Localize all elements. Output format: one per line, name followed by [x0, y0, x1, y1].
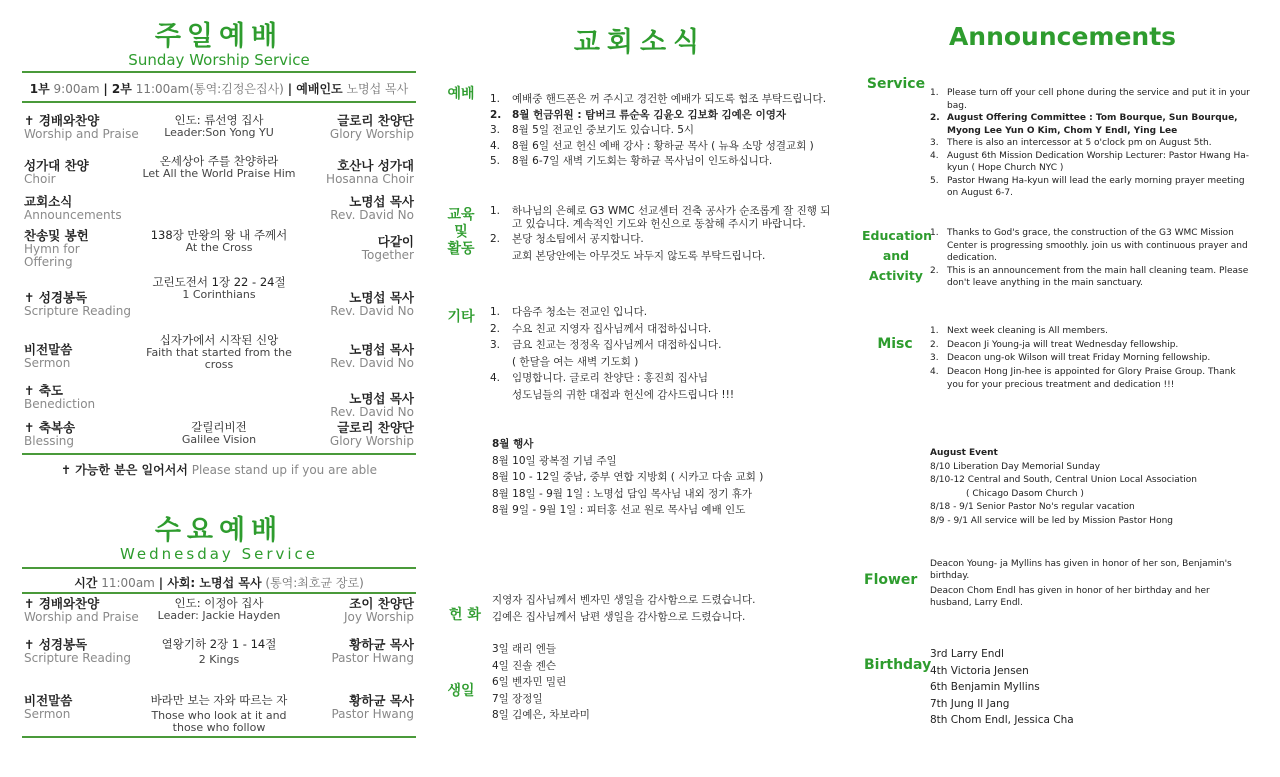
- order-row: [24, 155, 414, 195]
- item-number: [490, 354, 512, 371]
- item-en: Worship and Praise: [24, 610, 139, 624]
- list-item: [490, 304, 840, 321]
- event-line: 8/18 - 9/1 Senior Pastor No's regular vacation: [930, 502, 1135, 512]
- item-kr: ✝ 경배와찬양: [24, 113, 100, 128]
- item-text: 수요 친교 지영자 집사님께서 대접하십니다.: [512, 322, 712, 335]
- item-number: 2.: [930, 339, 939, 350]
- news-title: 교회소식: [573, 27, 707, 58]
- leader-kr: 글로리 찬양단: [337, 113, 414, 128]
- item-number: 1.: [490, 205, 501, 217]
- order-row: [24, 638, 414, 678]
- item-text: 예배중 핸드폰은 꺼 주시고 경건한 예배가 되도록 협조 부탁드립니다.: [512, 93, 827, 105]
- event-line: 8/9 - 9/1 All service will be led by Mission Pastor Hong: [930, 515, 1173, 526]
- item-number: 2.: [490, 108, 502, 121]
- item-kr: ✝ 성경봉독: [24, 290, 88, 305]
- leader-kr: 황하균 목사: [349, 693, 414, 708]
- order-row: [24, 276, 414, 320]
- item-text: 하나님의 은혜로 G3 WMC 선교센터 건축 공사가 순조롭게 잘 진행 되고 있습니다. 계속적인 기도와 헌신으로 동참해 주시기 바랍니다.: [512, 205, 831, 230]
- event-line: 8월 10일 광복절 기념 주일: [492, 454, 617, 467]
- item-kr: 찬송및 봉헌: [24, 228, 89, 243]
- birthday-line: 7th Jung Il Jang: [930, 697, 1010, 710]
- item-number: [490, 250, 512, 263]
- label-line: Activity: [869, 268, 923, 283]
- item-en: Worship and Praise: [24, 127, 139, 141]
- list-item: [490, 154, 840, 170]
- birthday-line: 4일 진솔 젠슨: [492, 659, 557, 672]
- item-kr: ✝ 축복송: [24, 420, 76, 435]
- list-item: [490, 354, 840, 371]
- leader-kr: 호산나 성가대: [337, 158, 414, 173]
- leader-kr: 조이 찬양단: [349, 596, 414, 611]
- list-item: [490, 108, 840, 124]
- item-text: 교회 본당안에는 아무것도 놔두지 않도록 부탁드립니다.: [512, 250, 766, 262]
- leader-kr: 노명섭 목사: [349, 342, 414, 357]
- list-item: [490, 370, 840, 387]
- list-item: [930, 227, 1250, 265]
- birthday-line: 3rd Larry Endl: [930, 648, 1004, 660]
- leader-en: Pastor Hwang: [331, 707, 414, 721]
- detail-kr: 갈릴리비전: [191, 420, 247, 434]
- label-line: 및: [454, 224, 468, 240]
- list-item: [930, 352, 1250, 366]
- wednesday-title: [22, 508, 416, 563]
- item-number: 3.: [490, 339, 501, 351]
- order-row: [24, 421, 414, 453]
- detail-en: Let All the World Praise Him: [142, 167, 296, 180]
- news-worship-label: 예배: [447, 86, 475, 102]
- list-item: [490, 123, 840, 139]
- item-en: Sermon: [24, 356, 71, 370]
- news-edu-list: [490, 205, 835, 263]
- list-item: [490, 233, 835, 246]
- item-en: Scripture Reading: [24, 651, 131, 665]
- wednesday-header: [22, 574, 416, 591]
- event-line: 8/10 Liberation Day Memorial Sunday: [930, 461, 1101, 472]
- item-text: 8월 6-7일 새벽 기도회는 황하균 목사님이 인도하십니다.: [512, 155, 773, 167]
- leader-en: Glory Worship: [329, 127, 414, 141]
- event-line: 8월 10 - 12일 중남, 중부 연합 지방회 ( 시카고 다솜 교회 ): [492, 471, 764, 483]
- item-number: 1.: [930, 88, 939, 98]
- item-text: Deacon ung-ok Wilson will treat Friday Morning fellowship.: [947, 353, 1211, 363]
- leader-en: Together: [361, 248, 414, 262]
- detail-en: 1 Corinthians: [182, 288, 256, 301]
- item-text: 본당 청소팀에서 공지합니다.: [512, 233, 644, 245]
- item-text: ( 한달을 여는 새벽 기도회 ): [512, 355, 639, 368]
- announcements-title: Announcements: [948, 22, 1177, 51]
- ann-misc-list: [930, 325, 1250, 393]
- list-item: [930, 150, 1250, 175]
- order-row: [24, 383, 414, 419]
- divider: [22, 453, 416, 455]
- item-text: 8월 헌금위원 : 탐버크 류순옥 김윤오 김보화 김예은 이영자: [512, 108, 787, 121]
- item-en: Benediction: [24, 397, 96, 411]
- list-item: [930, 112, 1250, 137]
- detail-kr: 바라만 보는 자와 따르는 자: [150, 693, 288, 707]
- news-offering-label: 헌 화: [449, 607, 481, 623]
- divider: [22, 592, 416, 594]
- item-en: Sermon: [24, 707, 71, 721]
- divider: [22, 101, 416, 103]
- list-item: [490, 139, 840, 155]
- hdr-lead: | 예배인도: [287, 82, 343, 96]
- hdr-2: | 2부: [103, 82, 132, 96]
- item-text: 임명합니다. 글로리 찬양단 : 홍진희 집사님: [512, 372, 708, 384]
- news-birthday-label: 생일: [447, 683, 475, 699]
- hdr-time: 11:00am: [101, 576, 155, 590]
- stand-note-en: Please stand up if you are able: [191, 463, 378, 477]
- detail-en: Leader:Son Yong YU: [164, 126, 274, 139]
- item-text: 금요 친교는 정정옥 집사님께서 대접하십니다.: [512, 339, 722, 351]
- leader-en: Rev. David No: [330, 405, 414, 419]
- news-events: [492, 436, 842, 519]
- order-row: [24, 694, 414, 736]
- leader-kr: 노명섭 목사: [349, 290, 414, 305]
- leader-kr: 글로리 찬양단: [337, 420, 414, 435]
- sunday-title-en: Sunday Worship Service: [128, 51, 310, 69]
- list-item: [490, 321, 840, 338]
- ann-service-list: [930, 87, 1250, 200]
- sunday-title-kr: 주일예배: [154, 21, 284, 52]
- item-number: 5.: [930, 175, 939, 186]
- leader-kr: 다같이: [377, 234, 414, 249]
- leader-kr: 노명섭 목사: [349, 391, 414, 406]
- offering-line: 김예은 집사님께서 남편 생일을 감사함으로 드렸습니다.: [492, 610, 746, 623]
- news-misc-list: [490, 304, 840, 403]
- detail-kr: 138장 만왕의 왕 내 주께서: [150, 228, 288, 242]
- ann-service-label: Service: [866, 76, 926, 92]
- detail-kr: 인도: 류선영 집사: [174, 113, 264, 127]
- item-kr: 성가대 찬양: [24, 158, 89, 173]
- item-kr: 비전말씀: [24, 342, 73, 357]
- label-line: 활동: [447, 241, 475, 257]
- event-title: August Event: [930, 448, 998, 458]
- birthday-line: 8th Chom Endl, Jessica Cha: [930, 714, 1074, 726]
- item-text: 8월 5일 전교인 중보기도 있습니다. 5시: [512, 124, 695, 136]
- item-text: Please turn off your cell phone during the service and put it in your bag.: [947, 88, 1250, 111]
- hdr-host: | 사회: 노명섭 목사: [158, 576, 262, 590]
- sunday-header: [22, 80, 416, 97]
- detail-en: Faith that started from the cross: [146, 346, 292, 371]
- item-number: 1.: [490, 93, 501, 105]
- list-item: [930, 137, 1250, 150]
- ann-misc-label: Misc: [877, 336, 913, 352]
- item-text: Next week cleaning is All members.: [947, 326, 1108, 336]
- item-number: 3.: [930, 138, 939, 148]
- item-text: Deacon Ji Young-ja will treat Wednesday fellowship.: [947, 339, 1179, 350]
- detail-kr: 온세상아 주를 찬양하라: [159, 154, 279, 168]
- news-misc-label: 기타: [447, 309, 475, 325]
- wednesday-title-en: Wednesday Service: [119, 545, 319, 563]
- item-text: Deacon Hong Jin-hee is appointed for Glory Praise Group. Thank you for your precious treatment and dedication !!!: [947, 366, 1236, 390]
- item-text: This is an announcement from the main hall cleaning team. Please don't leave anything in the main sanctuary.: [947, 265, 1249, 288]
- birthday-line: 3일 래리 엔들: [492, 643, 557, 655]
- hdr-1: 1부: [29, 82, 50, 96]
- list-item: [490, 387, 840, 404]
- label-line: and: [882, 248, 910, 263]
- leader-en: Glory Worship: [329, 434, 414, 448]
- event-line: ( Chicago Dasom Church ): [966, 488, 1084, 499]
- order-row: [24, 597, 414, 637]
- leader-en: Pastor Hwang: [331, 651, 414, 665]
- wednesday-title-kr: 수요예배: [154, 515, 284, 546]
- ann-edu-list: [930, 227, 1250, 290]
- news-offering: [492, 592, 842, 625]
- item-text: Pastor Hwang Ha-kyun will lead the early morning prayer meeting on August 6-7.: [947, 175, 1245, 198]
- detail-kr: 고린도전서 1장 22 - 24절: [152, 275, 286, 289]
- detail-en: Leader: Jackie Hayden: [157, 609, 281, 622]
- item-number: 3.: [930, 353, 939, 363]
- event-line: 8월 9일 - 9월 1일 : 피터홍 선교 원로 목사님 예배 인도: [492, 504, 746, 516]
- detail-en: Those who look at it and those who follow: [151, 709, 287, 734]
- item-number: 4.: [490, 139, 501, 152]
- item-number: 1.: [930, 326, 939, 336]
- news-edu-label: [445, 207, 477, 258]
- event-line: 8/10-12 Central and South, Central Union Local Association: [930, 475, 1197, 485]
- ann-flower: [930, 558, 1250, 609]
- list-item: [930, 265, 1250, 290]
- ann-flower-label: Flower: [864, 572, 918, 588]
- item-number: 3.: [490, 124, 501, 136]
- detail-kr: 인도: 이정아 집사: [174, 596, 264, 610]
- item-kr: ✝ 축도: [24, 383, 63, 398]
- order-row: [24, 229, 414, 273]
- list-item: [490, 250, 835, 263]
- detail-en: 2 Kings: [198, 653, 240, 666]
- ann-edu-label: [862, 226, 930, 286]
- label-line: Education: [862, 228, 932, 243]
- item-en: Scripture Reading: [24, 304, 131, 318]
- birthday-line: 6일 벤자민 밀린: [492, 676, 567, 688]
- list-item: [490, 337, 840, 354]
- item-text: 다음주 청소는 전교인 입니다.: [512, 306, 648, 318]
- flower-line: Deacon Chom Endl has given in honor of her birthday and her husband, Larry Endl.: [930, 586, 1210, 608]
- item-kr: 비전말씀: [24, 693, 73, 708]
- list-item: [930, 366, 1250, 393]
- item-en: Choir: [24, 172, 56, 186]
- flower-line: Deacon Young- ja Myllins has given in honor of her son, Benjamin's birthday.: [930, 559, 1232, 581]
- event-title: 8월 행사: [492, 438, 534, 450]
- item-number: 4.: [930, 150, 939, 161]
- list-item: [490, 205, 835, 231]
- hdr-time-label: 시간: [74, 576, 98, 590]
- hdr-2-time: 11:00am(통역:김정은집사): [135, 82, 284, 96]
- divider: [22, 71, 416, 73]
- leader-en: Rev. David No: [330, 356, 414, 370]
- ann-events: [930, 447, 1260, 528]
- leader-en: Rev. David No: [330, 208, 414, 222]
- item-en: Announcements: [24, 208, 122, 222]
- item-kr: 교회소식: [24, 194, 73, 209]
- offering-line: 지영자 집사님께서 벤자민 생일을 감사함으로 드렸습니다.: [492, 594, 756, 606]
- list-item: [930, 339, 1250, 353]
- item-number: 1.: [930, 228, 939, 238]
- hdr-1-time: 9:00am: [53, 82, 100, 96]
- detail-en: At the Cross: [185, 241, 253, 254]
- news-birthdays: [492, 641, 842, 724]
- leader-kr: 노명섭 목사: [349, 194, 414, 209]
- birthday-line: 8일 김예은, 차보라미: [492, 709, 590, 721]
- ann-birthdays: [930, 646, 1260, 729]
- item-number: 4.: [930, 366, 939, 377]
- divider: [22, 736, 416, 738]
- birthday-line: 7일 장정일: [492, 692, 543, 705]
- item-kr: ✝ 경배와찬양: [24, 596, 100, 611]
- detail-kr: 열왕기하 2장 1 - 14절: [161, 637, 277, 651]
- stand-note: [22, 461, 416, 478]
- list-item: [930, 175, 1250, 200]
- item-en: Blessing: [24, 434, 75, 448]
- item-number: 2.: [930, 265, 939, 276]
- hdr-lead-name: 노명섭 목사: [346, 82, 409, 96]
- item-number: 2.: [490, 322, 501, 335]
- item-text: 8월 6일 선교 헌신 예배 강사 : 황하균 목사 ( 뉴욕 소망 성결교회 ): [512, 139, 814, 152]
- item-en-2: Offering: [24, 255, 73, 269]
- leader-en: Hosanna Choir: [326, 172, 414, 186]
- item-number: 1.: [490, 306, 501, 318]
- item-en: Hymn for: [24, 242, 80, 256]
- birthday-line: 6th Benjamin Myllins: [930, 681, 1040, 693]
- list-item: [490, 92, 840, 108]
- detail-en: Galilee Vision: [181, 433, 257, 446]
- news-worship-list: [490, 92, 840, 170]
- item-number: [490, 387, 512, 404]
- item-text: 성도님들의 귀한 대접과 헌신에 감사드립니다 !!!: [512, 388, 735, 401]
- leader-en: Joy Worship: [343, 610, 414, 624]
- event-line: 8월 18일 - 9월 1일 : 노명섭 담임 목사님 내외 정기 휴가: [492, 487, 753, 500]
- item-text: August Offering Committee : Tom Bourque, Sun Bourque, Myong Lee Yun O Kim, Chom Y Endl, Ying Lee: [947, 113, 1238, 136]
- item-text: August 6th Mission Dedication Worship Lecturer: Pastor Hwang Ha-kyun ( Hope Church NYC ): [947, 150, 1250, 173]
- item-number: 2.: [490, 233, 501, 245]
- sunday-title: [22, 14, 416, 69]
- item-number: 4.: [490, 372, 501, 384]
- label-line: 교육: [447, 207, 475, 223]
- item-number: 5.: [490, 155, 501, 167]
- order-row: [24, 114, 414, 154]
- item-text: Thanks to God's grace, the construction of the G3 WMC Mission Center is progressing smoothly. join us with continuous prayer and dedication.: [947, 228, 1248, 263]
- ann-birthday-label: Birthday: [864, 657, 932, 673]
- stand-note-kr: ✝ 가능한 분은 일어서서: [60, 463, 188, 477]
- detail-kr: 십자가에서 시작된 신앙: [159, 333, 279, 347]
- list-item: [930, 87, 1250, 112]
- birthday-line: 4th Victoria Jensen: [930, 664, 1029, 677]
- item-text: There is also an intercessor at 5 o'clock pm on August 5th.: [947, 138, 1212, 148]
- order-row: [24, 334, 414, 370]
- item-kr: ✝ 성경봉독: [24, 637, 88, 652]
- leader-kr: 황하균 목사: [349, 637, 414, 652]
- leader-en: Rev. David No: [330, 304, 414, 318]
- item-number: 2.: [930, 113, 940, 123]
- hdr-interp: (통역:최호균 장로): [265, 576, 364, 590]
- list-item: [930, 325, 1250, 339]
- divider: [22, 567, 416, 569]
